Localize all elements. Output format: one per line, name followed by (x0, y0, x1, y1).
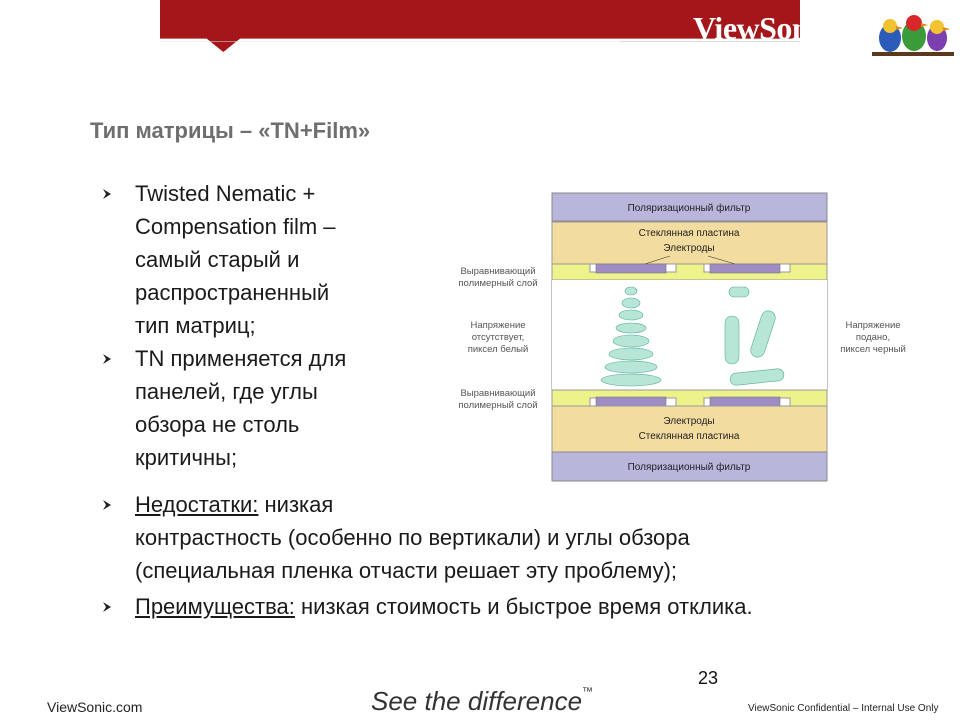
bullet-3-text: низкая (258, 492, 334, 517)
page-number: 23 (698, 668, 719, 688)
bullet-1-line: самый старый и (135, 247, 300, 272)
disadvantages-label: Недостатки: (135, 492, 259, 517)
bullet-3-line: (специальная пленка отчасти решает эту проблему); (135, 558, 678, 583)
bullet-4-text: низкая стоимость и быстрое время отклика. (294, 594, 753, 619)
bullet-1-line: Compensation film – (135, 214, 336, 239)
right-voltage-label: Напряжение (845, 320, 901, 331)
top-glass-label: Стеклянная пластина (638, 228, 740, 239)
bullet-arrow-icon (100, 498, 114, 512)
advantages-label: Преимущества: (135, 594, 295, 619)
tn-film-diagram (440, 188, 930, 488)
left-align-top-label: полимерный слой (458, 278, 538, 289)
brand-tagline: See the difference™ (703, 45, 834, 62)
bottom-electrode-left (596, 397, 666, 406)
right-voltage-label: пиксел черный (840, 344, 906, 355)
bullet-1-line: тип матриц; (135, 313, 256, 338)
bullet-2 (135, 342, 346, 474)
bullet-2-line: критичны; (135, 445, 238, 470)
left-voltage-label: отсутствует, (471, 332, 525, 343)
top-electrodes-label: Электроды (663, 243, 715, 254)
top-polarizer-label: Поляризационный фильтр (627, 203, 751, 214)
bottom-polarizer-label: Поляризационный фильтр (627, 462, 751, 473)
right-voltage-label: подано, (855, 332, 891, 343)
bullet-2-line: обзора не столь (135, 412, 300, 437)
bottom-electrodes-label: Электроды (663, 416, 715, 427)
birds-logo-icon (872, 8, 954, 60)
left-align-top-label: Выравнивающий (460, 266, 536, 277)
left-voltage-label: Напряжение (470, 320, 526, 331)
bullet-4 (135, 590, 753, 623)
bullet-3-line (135, 488, 690, 521)
bullet-3 (135, 488, 690, 587)
left-align-bottom-label: полимерный слой (458, 400, 538, 411)
bullet-1 (135, 177, 336, 342)
slide-title: Тип матрицы – «TN+Film» (90, 118, 371, 143)
top-electrode-right (710, 264, 780, 273)
left-voltage-label: пиксел белый (467, 344, 529, 355)
footer-tagline (371, 686, 593, 717)
bullet-1-line: распространенный (135, 280, 330, 305)
brand-logo-text: ViewSonic (693, 10, 832, 46)
footer-tagline-text: See the difference (371, 686, 583, 716)
footer-confidential: ViewSonic Confidential – Internal Use Only (748, 703, 939, 714)
bottom-glass (552, 406, 827, 452)
bullet-4-line (135, 590, 753, 623)
left-align-bottom-label: Выравнивающий (460, 388, 536, 399)
footer-tm: ™ (582, 686, 594, 698)
bullet-2-line: панелей, где углы (135, 379, 318, 404)
bullet-arrow-icon (100, 352, 114, 366)
bottom-glass-label: Стеклянная пластина (638, 431, 740, 442)
bullet-2-line: TN применяется для (135, 346, 347, 371)
bullet-3-line: контрастность (особенно по вертикали) и углы обзора (135, 525, 690, 550)
bullet-arrow-icon (100, 187, 114, 201)
footer-site: ViewSonic.com (47, 699, 143, 715)
bullet-arrow-icon (100, 600, 114, 614)
bullet-1-line: Twisted Nematic + (135, 181, 316, 206)
bottom-electrode-right (710, 397, 780, 406)
top-electrode-left (596, 264, 666, 273)
